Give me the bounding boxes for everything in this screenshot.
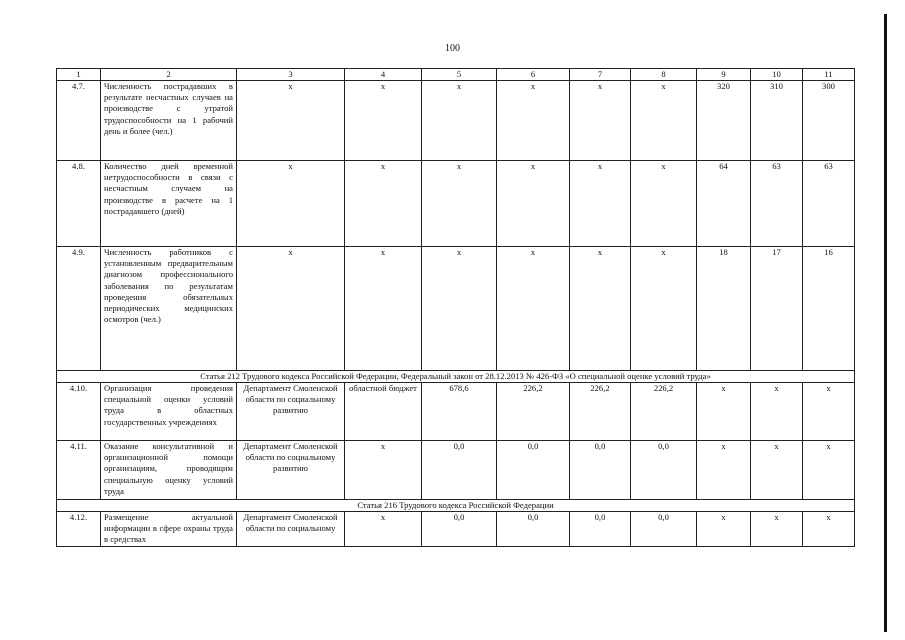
column-number: 2 <box>101 69 237 81</box>
indicator3-cell: 300 <box>803 81 855 161</box>
column-number: 10 <box>751 69 803 81</box>
page-number: 100 <box>445 43 460 54</box>
section-row <box>57 371 855 383</box>
indicator2-cell: x <box>751 512 803 547</box>
year2-cell: 0,0 <box>570 512 631 547</box>
funding-source-cell: x <box>345 161 422 247</box>
year1-cell: 0,0 <box>497 441 570 500</box>
program-table <box>56 68 855 547</box>
year2-cell: 0,0 <box>570 441 631 500</box>
funding-source-cell: x <box>345 512 422 547</box>
executor-cell: Департамент Смоленской области по социальному развитию <box>237 441 345 500</box>
item-description: Организация проведения специальной оценки условий труда в областных государственных учреждениях <box>101 383 237 441</box>
column-number: 6 <box>497 69 570 81</box>
column-number: 3 <box>237 69 345 81</box>
indicator2-cell: 310 <box>751 81 803 161</box>
executor-cell: x <box>237 161 345 247</box>
table-row <box>57 441 855 500</box>
column-number: 9 <box>697 69 751 81</box>
year2-cell: 226,2 <box>570 383 631 441</box>
column-number-row <box>57 69 855 81</box>
indicator2-cell: 63 <box>751 161 803 247</box>
year3-cell: 226,2 <box>631 383 697 441</box>
section-heading: Статья 212 Трудового кодекса Российской Федерации, Федеральный закон от 28.12.2013 № 426-ФЗ «О специальной оценке условий труда» <box>57 371 855 383</box>
column-number: 4 <box>345 69 422 81</box>
total-cell: 0,0 <box>422 512 497 547</box>
column-number: 11 <box>803 69 855 81</box>
year3-cell: x <box>631 247 697 371</box>
item-number: 4.10. <box>57 383 101 441</box>
year1-cell: x <box>497 81 570 161</box>
indicator2-cell: x <box>751 383 803 441</box>
year1-cell: 226,2 <box>497 383 570 441</box>
item-description: Количество дней временной нетрудоспособности в связи с несчастным случаем на производстве в расчете на 1 пострадавшего (дней) <box>101 161 237 247</box>
item-description: Численность пострадавших в результате несчастных случаев на производстве с утратой трудоспособности на 1 рабочий день и более (чел.) <box>101 81 237 161</box>
indicator3-cell: x <box>803 512 855 547</box>
table-row <box>57 161 855 247</box>
total-cell: x <box>422 161 497 247</box>
column-number: 8 <box>631 69 697 81</box>
item-number: 4.12. <box>57 512 101 547</box>
year2-cell: x <box>570 161 631 247</box>
column-number: 1 <box>57 69 101 81</box>
funding-source-cell: областной бюджет <box>345 383 422 441</box>
margin-rule <box>884 14 887 632</box>
indicator3-cell: 16 <box>803 247 855 371</box>
year3-cell: 0,0 <box>631 441 697 500</box>
item-description: Размещение актуальной информации в сфере охраны труда в средствах <box>101 512 237 547</box>
indicator1-cell: x <box>697 441 751 500</box>
indicator3-cell: x <box>803 383 855 441</box>
column-number: 7 <box>570 69 631 81</box>
section-row <box>57 500 855 512</box>
item-description: Оказание консультативной и организационной помощи организациям, проводящим специальную оценку условий труда <box>101 441 237 500</box>
table-row <box>57 383 855 441</box>
item-number: 4.11. <box>57 441 101 500</box>
funding-source-cell: x <box>345 81 422 161</box>
column-number: 5 <box>422 69 497 81</box>
indicator3-cell: 63 <box>803 161 855 247</box>
total-cell: 678,6 <box>422 383 497 441</box>
year2-cell: x <box>570 247 631 371</box>
total-cell: x <box>422 81 497 161</box>
item-description: Численность работников с установленным предварительным диагнозом профессионального заболевания по результатам проведения обязательных периодических медицинских осмотров (чел.) <box>101 247 237 371</box>
executor-cell: Департамент Смоленской области по социальному развитию <box>237 383 345 441</box>
indicator1-cell: 320 <box>697 81 751 161</box>
year2-cell: x <box>570 81 631 161</box>
total-cell: x <box>422 247 497 371</box>
table-row <box>57 512 855 547</box>
funding-source-cell: x <box>345 441 422 500</box>
indicator2-cell: x <box>751 441 803 500</box>
year3-cell: 0,0 <box>631 512 697 547</box>
indicator3-cell: x <box>803 441 855 500</box>
executor-cell: x <box>237 81 345 161</box>
table-row <box>57 81 855 161</box>
indicator1-cell: x <box>697 383 751 441</box>
indicator1-cell: x <box>697 512 751 547</box>
year3-cell: x <box>631 81 697 161</box>
year1-cell: x <box>497 247 570 371</box>
indicator1-cell: 64 <box>697 161 751 247</box>
executor-cell: Департамент Смоленской области по социальному <box>237 512 345 547</box>
item-number: 4.9. <box>57 247 101 371</box>
funding-source-cell: x <box>345 247 422 371</box>
executor-cell: x <box>237 247 345 371</box>
year1-cell: x <box>497 161 570 247</box>
indicator2-cell: 17 <box>751 247 803 371</box>
item-number: 4.8. <box>57 161 101 247</box>
year3-cell: x <box>631 161 697 247</box>
item-number: 4.7. <box>57 81 101 161</box>
indicator1-cell: 18 <box>697 247 751 371</box>
section-heading: Статья 216 Трудового кодекса Российской Федерации <box>57 500 855 512</box>
table-row <box>57 247 855 371</box>
year1-cell: 0,0 <box>497 512 570 547</box>
total-cell: 0,0 <box>422 441 497 500</box>
